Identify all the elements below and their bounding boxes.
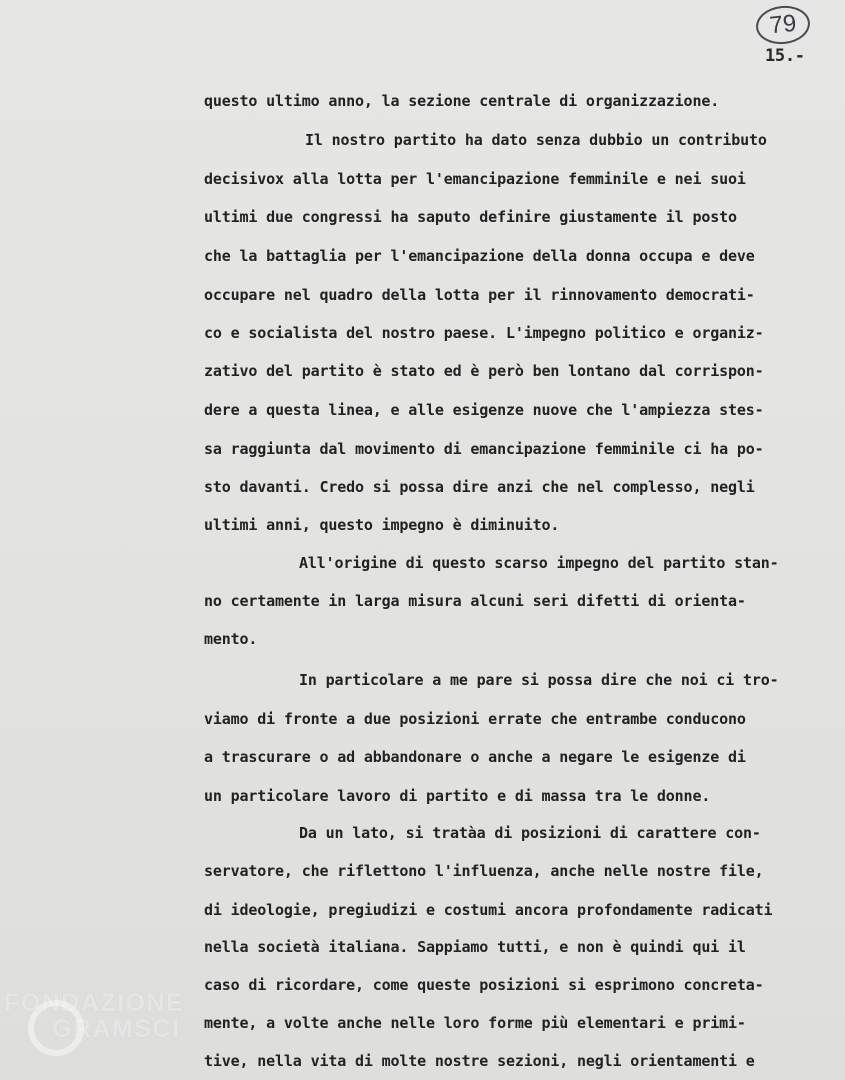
page-number: 15.- [765,46,805,66]
text-line: Il nostro partito ha dato senza dubbio un contributo [305,131,767,149]
text-line: servatore, che riflettono l'influenza, anche nelle nostre file, [204,862,764,880]
text-line: dere a questa linea, e alle esigenze nuove che l'ampiezza stes- [204,401,764,419]
text-line: un particolare lavoro di partito e di massa tra le donne. [204,787,711,805]
text-line: questo ultimo anno, la sezione centrale di organizzazione. [204,92,720,110]
text-line: occupare nel quadro della lotta per il rinnovamento democrati- [204,286,755,304]
text-line: caso di ricordare, come queste posizioni si esprimono concreta- [204,976,764,994]
text-line: nella società italiana. Sappiamo tutti, e non è quindi qui il [204,938,746,956]
text-line: In particolare a me pare si possa dire che noi ci tro- [299,671,779,689]
text-line: no certamente in larga misura alcuni seri difetti di orienta- [204,592,746,610]
text-line: viamo di fronte a due posizioni errate che entrambe conducono [204,710,746,728]
watermark-circle-icon [28,1000,84,1056]
text-line: ultimi anni, questo impegno è diminuito. [204,516,560,534]
text-line: Da un lato, si tratàa di posizioni di carattere con- [299,824,761,842]
text-line: a trascurare o ad abbandonare o anche a negare le esigenze di [204,748,746,766]
text-line: di ideologie, pregiudizi e costumi ancora profondamente radicati [204,901,773,919]
text-line: decisivox alla lotta per l'emancipazione femminile e nei suoi [204,170,746,188]
text-line: ultimi due congressi ha saputo definire giustamente il posto [204,208,737,226]
text-line: zativo del partito è stato ed è però ben lontano dal corrispon- [204,362,764,380]
watermark-line2: GRAMSCI [52,1015,181,1043]
text-line: sa raggiunta dal movimento di emancipazione femminile ci ha po- [204,440,764,458]
watermark-logo [4,990,184,1042]
text-line: mente, a volte anche nelle loro forme più elementari e primi- [204,1014,746,1032]
watermark-line1: FONDAZIONE [4,989,185,1017]
text-line: All'origine di questo scarso impegno del partito stan- [299,554,779,572]
text-line: sto davanti. Credo si possa dire anzi che nel complesso, negli [204,478,755,496]
text-line: tive, nella vita di molte nostre sezioni, negli orientamenti e [204,1052,755,1070]
text-line: mento. [204,630,258,648]
text-line: che la battaglia per l'emancipazione della donna occupa e deve [204,247,755,265]
archive-number-stamp: 79 [754,3,812,46]
text-line: co e socialista del nostro paese. L'impegno politico e organiz- [204,324,764,342]
